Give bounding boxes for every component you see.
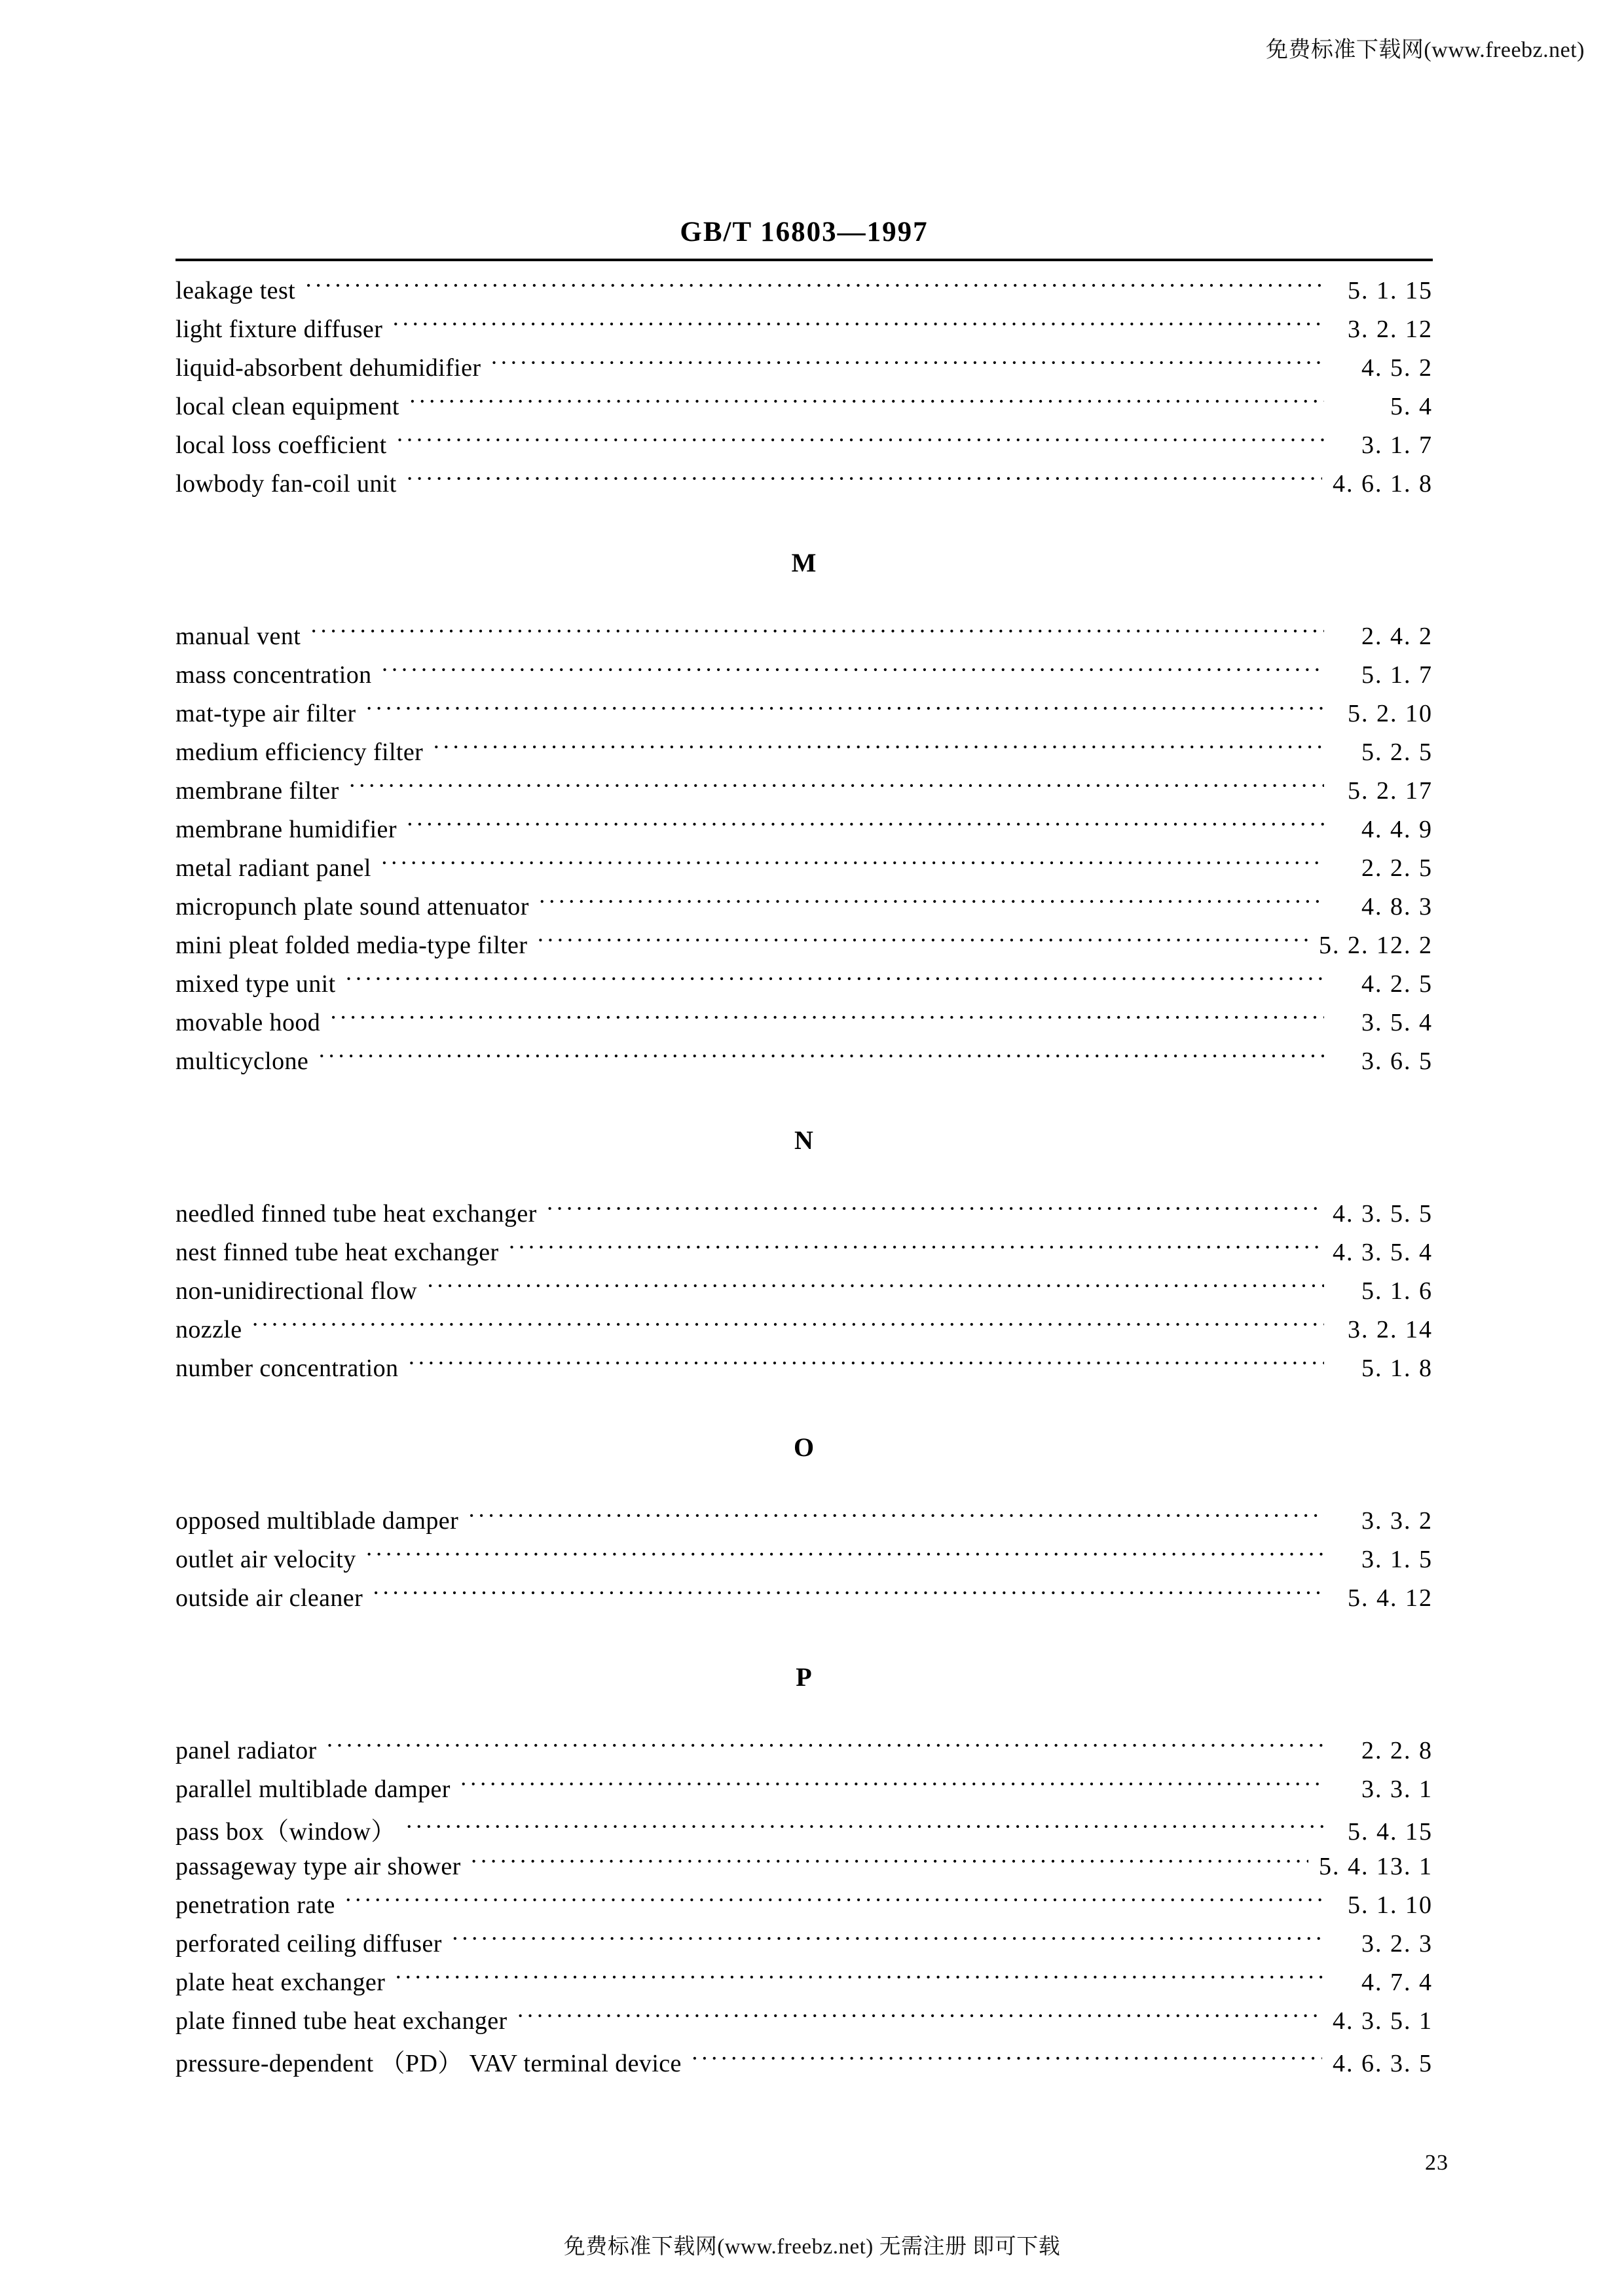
index-entry-reference: 5. 1. 15 [1348,277,1433,304]
dot-leader [426,1274,1324,1299]
index-entry-reference: 3. 2. 3 [1361,1930,1433,1958]
index-entry[interactable] [175,619,1433,658]
index-entry[interactable] [175,1542,1433,1581]
index-entry-term: local loss coefficient [175,431,387,459]
dot-leader [326,1734,1324,1758]
index-entry-reference: 3. 6. 5 [1361,1048,1433,1075]
index-entry-term: outside air cleaner [175,1584,363,1612]
index-entry[interactable] [175,1772,1433,1811]
section-spacer [175,505,1433,530]
dot-leader [406,812,1324,837]
index-entry-term: needled finned tube heat exchanger [175,1200,537,1228]
index-entry-reference: 2. 2. 5 [1361,854,1433,882]
index-entry-reference: 4. 3. 5. 1 [1333,2007,1433,2035]
index-entry-term: mat-type air filter [175,700,356,727]
dot-leader [536,928,1308,953]
index-entry-reference: 4. 2. 5 [1361,970,1433,998]
dot-leader [409,390,1324,414]
index-entry-reference: 5. 4. 12 [1348,1584,1433,1612]
index-entry[interactable] [175,274,1433,312]
page-number: 23 [1425,2151,1449,2175]
index-entry[interactable] [175,1044,1433,1083]
index-entry-term: nozzle [175,1316,242,1343]
dot-leader [432,735,1324,760]
index-entry-reference: 3. 1. 7 [1361,431,1433,459]
dot-leader [310,619,1324,644]
index-entry-term: panel radiator [175,1737,317,1764]
dot-leader [365,1542,1324,1567]
index-entry[interactable] [175,1581,1433,1620]
index-entry[interactable] [175,1274,1433,1313]
dot-leader [407,1351,1324,1376]
index-entry-reference: 3. 2. 12 [1348,316,1433,343]
index-entry[interactable] [175,658,1433,697]
dot-leader [329,1006,1324,1030]
index-entry-reference: 2. 2. 8 [1361,1737,1433,1764]
dot-leader [344,1888,1324,1913]
dot-leader [381,658,1325,683]
dot-leader [517,2004,1322,2029]
dot-leader [372,1581,1324,1606]
index-entry-term: movable hood [175,1009,321,1036]
index-entry[interactable] [175,312,1433,351]
index-entry-reference: 5. 1. 10 [1348,1891,1433,1919]
index-entry-reference: 4. 6. 1. 8 [1333,470,1433,498]
section-spacer [175,1173,1433,1197]
index-entry[interactable] [175,2004,1433,2043]
index-entry-reference: 4. 3. 5. 4 [1333,1239,1433,1266]
index-entry[interactable] [175,697,1433,735]
index-entry[interactable] [175,1965,1433,2004]
index-entry[interactable] [175,928,1433,967]
letter-heading-n: N [794,1125,814,1155]
index-entry[interactable] [175,1504,1433,1542]
index-entry-term: multicyclone [175,1048,309,1075]
page-header [175,216,1433,261]
index-entry-reference: 3. 3. 1 [1361,1776,1433,1803]
letter-heading-p: P [796,1662,813,1692]
index-entry-term: passageway type air shower [175,1853,461,1880]
dot-leader [380,851,1324,876]
bottom-watermark: 免费标准下载网(www.freebz.net) 无需注册 即可下载 [563,2235,1061,2259]
index-entry-reference: 2. 4. 2 [1361,623,1433,650]
index-entry-term: penetration rate [175,1891,335,1919]
index-entry[interactable] [175,774,1433,812]
index-list [175,274,1433,2081]
index-entry[interactable] [175,390,1433,428]
index-entry[interactable] [175,1006,1433,1044]
top-watermark: 免费标准下载网(www.freebz.net) [1265,38,1585,62]
index-entry[interactable] [175,735,1433,774]
index-entry-reference: 4. 7. 4 [1361,1969,1433,1996]
dot-leader [394,1965,1324,1990]
index-entry-reference: 5. 4. 15 [1348,1818,1433,1846]
index-entry-term: mass concentration [175,661,372,689]
index-entry-reference: 4. 4. 9 [1361,816,1433,843]
index-entry-term: number concentration [175,1355,399,1382]
index-entry[interactable] [175,1888,1433,1927]
index-entry[interactable] [175,851,1433,890]
dot-leader [348,774,1324,799]
index-entry-term: lowbody fan-coil unit [175,470,397,498]
index-entry-term: light fixture diffuser [175,316,383,343]
dot-leader [470,1850,1308,1874]
index-entry-term: plate finned tube heat exchanger [175,2007,507,2035]
index-entry-reference: 4. 5. 2 [1361,354,1433,382]
index-entry-reference: 5. 2. 12. 2 [1319,932,1433,959]
dot-leader [392,312,1324,337]
index-entry-term: perforated ceiling diffuser [175,1930,442,1958]
index-entry[interactable] [175,2043,1433,2081]
letter-heading-m: M [791,548,817,577]
index-entry[interactable] [175,428,1433,467]
section-spacer [175,1710,1433,1734]
index-entry-reference: 4. 6. 3. 5 [1333,2050,1433,2077]
index-entry[interactable] [175,1850,1433,1888]
dot-leader [365,697,1324,721]
index-entry[interactable] [175,1235,1433,1274]
index-entry-term: medium efficiency filter [175,738,424,766]
index-entry-term: plate heat exchanger [175,1969,386,1996]
index-entry-reference: 3. 2. 14 [1348,1316,1433,1343]
dot-leader [546,1197,1322,1222]
dot-leader [396,428,1324,453]
index-entry[interactable] [175,890,1433,928]
section-spacer [175,596,1433,619]
dot-leader [405,1815,1324,1840]
section-spacer [175,1620,1433,1645]
index-entry-term: mini pleat folded media-type filter [175,932,528,959]
index-entry-reference: 4. 8. 3 [1361,893,1433,920]
standard-number-title: GB/T 16803—1997 [680,217,929,247]
index-entry-reference: 5. 4 [1390,393,1433,420]
index-entry-term: pressure-dependent （PD） VAV terminal device [175,2050,682,2077]
dot-leader [345,967,1324,992]
index-entry-reference: 5. 1. 8 [1361,1355,1433,1382]
index-entry-reference: 5. 2. 17 [1348,777,1433,805]
index-entry-term: non-unidirectional flow [175,1277,418,1305]
index-entry-term: opposed multiblade damper [175,1507,459,1535]
dot-leader [460,1772,1324,1797]
dot-leader [304,274,1324,299]
dot-leader [318,1044,1324,1069]
header-divider [175,259,1433,261]
index-entry-term: membrane humidifier [175,816,397,843]
index-entry-reference: 3. 1. 5 [1361,1546,1433,1573]
index-entry-term: membrane filter [175,777,339,805]
index-entry-term: micropunch plate sound attenuator [175,893,529,920]
dot-leader [490,351,1324,376]
section-spacer [175,1480,1433,1504]
index-entry-term: parallel multiblade damper [175,1776,451,1803]
index-entry-term: outlet air velocity [175,1546,356,1573]
index-entry-reference: 4. 3. 5. 5 [1333,1200,1433,1228]
index-entry-reference: 3. 5. 4 [1361,1009,1433,1036]
index-entry-term: metal radiant panel [175,854,371,882]
index-entry-reference: 5. 2. 10 [1348,700,1433,727]
index-entry[interactable] [175,967,1433,1006]
dot-leader [451,1927,1324,1952]
dot-leader [691,2047,1322,2071]
index-entry[interactable] [175,1734,1433,1772]
index-entry-term: mixed type unit [175,970,336,998]
index-entry-reference: 5. 1. 6 [1361,1277,1433,1305]
letter-heading-o: O [793,1432,815,1462]
index-entry-term: leakage test [175,277,296,304]
index-entry-reference: 5. 2. 5 [1361,738,1433,766]
index-entry[interactable] [175,812,1433,851]
index-entry[interactable] [175,1811,1433,1850]
index-entry[interactable] [175,1313,1433,1351]
dot-leader [538,890,1324,915]
index-entry-term: liquid-absorbent dehumidifier [175,354,481,382]
index-entry-reference: 5. 1. 7 [1361,661,1433,689]
dot-leader [251,1313,1324,1338]
index-entry-term: pass box（window） [175,1818,396,1846]
dot-leader [508,1235,1322,1260]
section-spacer [175,1390,1433,1415]
index-entry-term: nest finned tube heat exchanger [175,1239,499,1266]
index-entry[interactable] [175,467,1433,505]
index-entry[interactable] [175,1351,1433,1390]
index-entry[interactable] [175,351,1433,390]
index-entry-reference: 5. 4. 13. 1 [1319,1853,1433,1880]
index-entry[interactable] [175,1927,1433,1965]
dot-leader [406,467,1322,492]
index-entry-reference: 3. 3. 2 [1361,1507,1433,1535]
dot-leader [468,1504,1324,1529]
index-entry[interactable] [175,1197,1433,1235]
index-entry-term: local clean equipment [175,393,399,420]
section-spacer [175,1083,1433,1108]
index-entry-term: manual vent [175,623,301,650]
